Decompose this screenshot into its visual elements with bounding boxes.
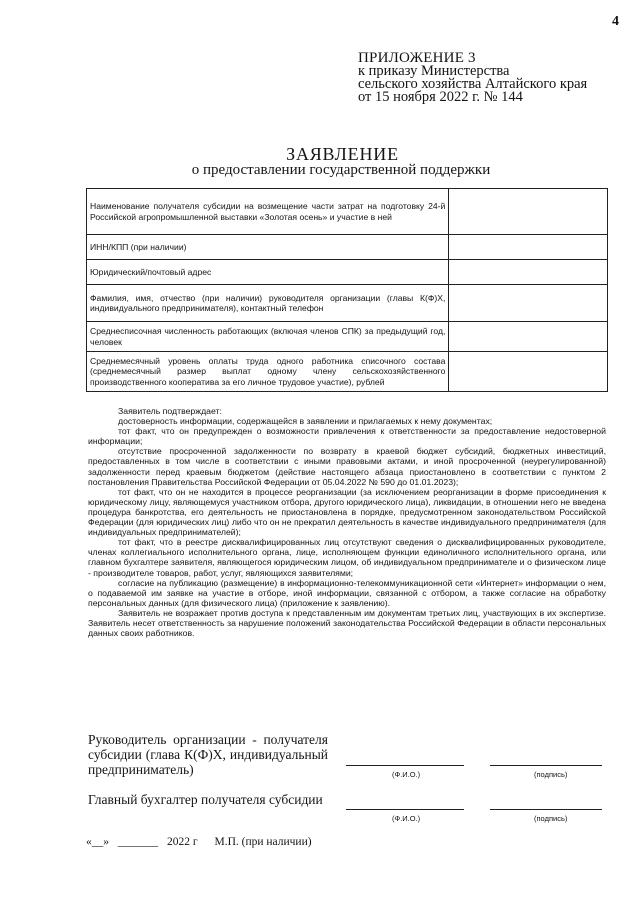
stamp-note: М.П. (при наличии) (214, 836, 312, 848)
head-sign-line[interactable] (490, 765, 602, 766)
accountant-sign-caption: (подпись) (534, 814, 568, 823)
table-row (87, 189, 608, 235)
accountant-name-line[interactable] (346, 809, 464, 810)
document-title-block (0, 146, 640, 178)
document-title: ЗАЯВЛЕНИЕ (286, 144, 399, 164)
appendix-header (358, 52, 587, 104)
paragraph: Заявитель подтверждает: (118, 406, 222, 416)
head-name-line[interactable] (346, 765, 464, 766)
head-name-caption: (Ф.И.О.) (392, 770, 421, 779)
date-month[interactable]: _______ (117, 836, 159, 848)
date-year: 2022 г (167, 836, 198, 848)
table-row-value[interactable] (449, 285, 608, 322)
appendix-line: к приказу Министерства (358, 63, 510, 79)
paragraph: согласие на публикацию (размещение) в информационно-телекоммуникационной сети «Интернет» информации о нем, о подаваемой им заявке на участие в отборе, иной информации, связанной с отбором, а также согласие на обработку персональных данных (для физического лица) (приложение к заявлению). (88, 577, 606, 608)
table-row-label: Среднемесячный уровень оплаты труда одного работника списочного состава (среднемесячный размер выплат одному члену сельскохозяйственного производственного кооператива за его личное трудовое участие), рублей (87, 352, 449, 392)
paragraph: отсутствие просроченной задолженности по возврату в краевой бюджет субсидий, бюджетных инвестиций, предоставленных в том числе в соответствии с иными правовыми актами, и иной просроченной (неурегулированной) задолженности перед краевым бюджетом (действие настоящего абзаца приостановлено в соответствии с пунктом 2 постановления Правительства Российской Федерации от 05.04.2022 № 590 до 01.01.2023); (88, 446, 606, 487)
paragraph: достоверность информации, содержащейся в заявлении и прилагаемых к нему документах; (118, 416, 493, 427)
confirmations-text (88, 406, 606, 638)
document-subtitle: о предоставлении государственной поддержки (191, 162, 491, 178)
table-row-label: Наименование получателя субсидии на возмещение части затрат на подготовку 24-й Российской агропромышленной выставки «Золотая осень» и участие в ней (87, 189, 449, 235)
page-number: 4 (612, 14, 619, 29)
table-row-label: ИНН/КПП (при наличии) (87, 235, 449, 260)
appendix-title: ПРИЛОЖЕНИЕ 3 (358, 50, 476, 66)
accountant-signature-label: Главный бухгалтер получателя субсидии (88, 792, 323, 807)
table-row-value[interactable] (449, 322, 608, 352)
table-row-label: Фамилия, имя, отчество (при наличии) руководителя организации (главы К(Ф)Х, индивидуального предпринимателя), контактный телефон (87, 285, 449, 322)
accountant-sign-line[interactable] (490, 809, 602, 810)
table-row (87, 352, 608, 392)
table-row-value[interactable] (449, 189, 608, 235)
paragraph: тот факт, что он предупрежден о возможности привлечения к ответственности за предоставление недостоверной информации; (88, 426, 606, 447)
accountant-name-caption: (Ф.И.О.) (392, 814, 421, 823)
table-row-label: Юридический/почтовый адрес (87, 260, 449, 285)
table-row-value[interactable] (449, 260, 608, 285)
paragraph: тот факт, что в реестре дисквалифицированных лиц отсутствуют сведения о дисквалифицированных руководителе, членах коллегиального исполнительного органа, лице, исполняющем функции единоличного исполнительного органа, или главном бухгалтере заявителя, являющегося юридическим лицом, об индивидуальном предпринимателе и о физическом лице - производителе товаров, работ, услуг, являющихся заявителями; (88, 537, 606, 578)
appendix-line: от 15 ноября 2022 г. № 144 (358, 89, 523, 105)
paragraph: Заявитель не возражает против доступа к представленным им документам третьих лиц, участвующих в их экспертизе. Заявитель несет ответственность за нарушение положений законодательства Российской Федерации в области персональных данных своих работников. (88, 607, 606, 639)
table-row-value[interactable] (449, 235, 608, 260)
table-row-label: Среднесписочная численность работающих (включая членов СПК) за предыдущий год, человек (87, 322, 449, 352)
table-row (87, 260, 608, 285)
date-day[interactable]: «__» (86, 836, 109, 848)
appendix-line: сельского хозяйства Алтайского края (358, 76, 588, 92)
head-signature-label: Руководитель организации - получателя субсидии (глава К(Ф)Х, индивидуальный предприниматель) (88, 732, 328, 777)
date-line (86, 836, 318, 848)
applicant-info-table (86, 188, 608, 392)
head-sign-caption: (подпись) (534, 770, 568, 779)
table-row (87, 322, 608, 352)
table-row (87, 235, 608, 260)
table-row (87, 285, 608, 322)
paragraph: тот факт, что он не находится в процессе реорганизации (за исключением реорганизации в форме присоединения к юридическому лицу, являющемуся участником отбора, другого юридического лица), ликвидации, в отношении него не введена процедура банкротства, его деятельность не приостановлена в порядке, предусмотренном законодательством Российской Федерации (для юридических лиц) либо что он не прекратил деятельность в качестве индивидуального предпринимателя (для индивидуальных предпринимателей); (88, 486, 606, 538)
table-row-value[interactable] (449, 352, 608, 392)
